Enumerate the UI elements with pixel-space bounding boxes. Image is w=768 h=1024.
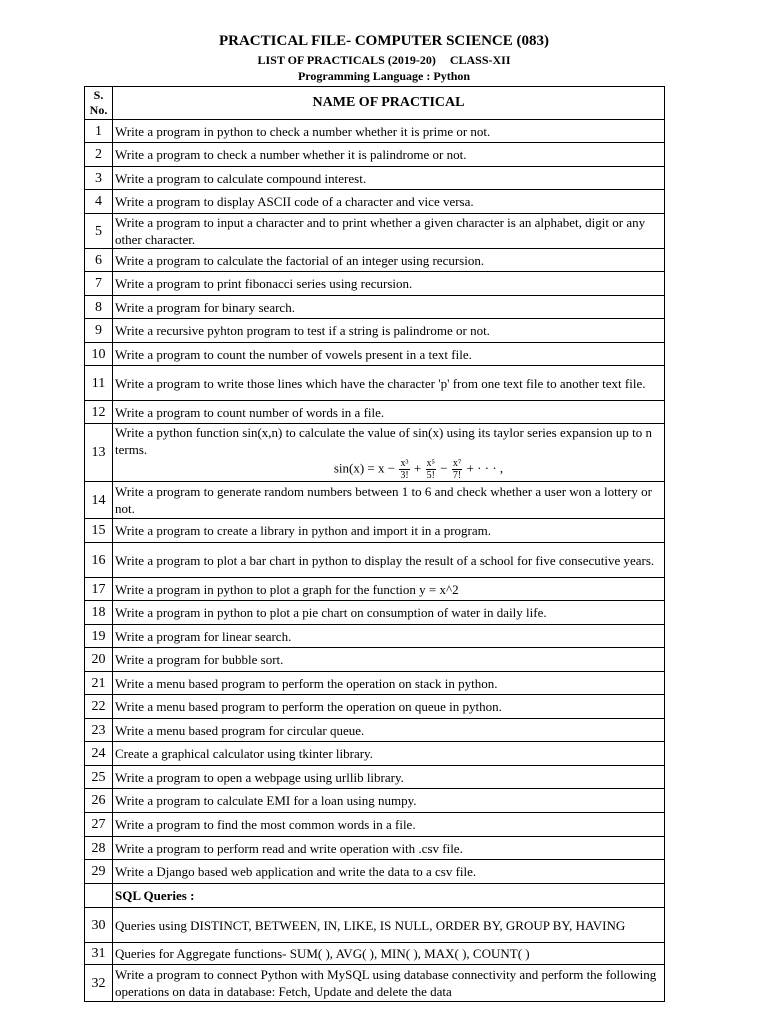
- row-practical-name: [113, 766, 665, 789]
- practical-text: Write a program for linear search.: [115, 628, 292, 644]
- row-serial-number: 18: [85, 601, 113, 625]
- row-practical-name: [113, 719, 665, 742]
- row-practical-name: [113, 424, 665, 482]
- class-label: CLASS-XII: [449, 53, 511, 67]
- practical-text: Write a program in python to plot a graph for the function y = x^2: [115, 581, 459, 597]
- table-row: [85, 884, 665, 908]
- column-header-sn-line2: No.: [89, 103, 108, 117]
- practical-text: Write a program to check a number whether it is palindrome or not.: [115, 147, 467, 162]
- formula-term-2-num: x⁵: [426, 458, 435, 469]
- row-serial-number: 29: [85, 860, 113, 884]
- row-serial-number: 22: [85, 695, 113, 719]
- row-practical-name: [113, 943, 665, 965]
- table-row: [85, 519, 665, 543]
- table-row: [85, 424, 665, 482]
- document-subtitle: [0, 53, 768, 68]
- table-row: [85, 789, 665, 813]
- formula-term-1-num: x³: [400, 458, 409, 469]
- practical-text: Write a program to calculate compound interest.: [115, 170, 367, 186]
- practical-text: Write a program in python to check a number whether it is prime or not.: [115, 123, 491, 139]
- table-row: [85, 543, 665, 578]
- formula-term-1: [399, 458, 409, 481]
- practical-text: Create a graphical calculator using tkinter library.: [115, 746, 373, 761]
- practical-text: Write a program for binary search.: [115, 299, 295, 315]
- row-serial-number: 23: [85, 719, 113, 742]
- row-serial-number: 12: [85, 401, 113, 424]
- practical-text: Write a program to connect Python with MySQL using database connectivity and perform the following operations on data in database: Fetch, Update and delete the data: [115, 967, 657, 999]
- table-row: [85, 965, 665, 1002]
- row-practical-name: [113, 401, 665, 424]
- practical-text: Write a program to calculate EMI for a loan using numpy.: [115, 793, 417, 808]
- formula-term-3-den: 7!: [452, 470, 462, 481]
- table-row: [85, 343, 665, 366]
- table-row: [85, 272, 665, 296]
- practical-text: Write a program to count the number of vowels present in a text file.: [115, 346, 472, 362]
- row-serial-number: 32: [85, 965, 113, 1002]
- formula-term-3-num: x⁷: [452, 458, 462, 469]
- table-row: [85, 296, 665, 319]
- row-serial-number: 8: [85, 296, 113, 319]
- row-practical-name: [113, 272, 665, 296]
- formula-term-2: [426, 458, 437, 481]
- row-practical-name: [113, 296, 665, 319]
- table-row: [85, 860, 665, 884]
- table-row: [85, 167, 665, 190]
- practical-text: Write a program to input a character and to print whether a given character is an alphabet, digit or any other character.: [115, 215, 646, 247]
- table-row: [85, 143, 665, 167]
- table-row: [85, 401, 665, 424]
- row-serial-number: 3: [85, 167, 113, 190]
- row-practical-name: [113, 214, 665, 249]
- practical-text: Write a Django based web application and write the data to a csv file.: [115, 864, 477, 879]
- table-row: [85, 695, 665, 719]
- row-serial-number: 6: [85, 249, 113, 272]
- column-header-sn-line1: S.: [93, 88, 104, 102]
- row-practical-name: [113, 742, 665, 766]
- row-serial-number: 31: [85, 943, 113, 965]
- row-practical-name: [113, 837, 665, 860]
- practical-text: Write a program to create a library in python and import it in a program.: [115, 523, 491, 538]
- table-row: [85, 672, 665, 695]
- row-serial-number: 5: [85, 214, 113, 249]
- taylor-series-formula: sin(x) = x − $\frac{\text{x³}}{3!}$ + $\frac{\text{x⁵}}{5!}$ − $\frac{\text{x⁷}}{7!}$ + · · · ,: [333, 458, 504, 481]
- document-title: PRACTICAL FILE- COMPUTER SCIENCE (083): [218, 33, 550, 49]
- row-practical-name: [113, 965, 665, 1002]
- row-serial-number: 27: [85, 813, 113, 837]
- row-serial-number: 7: [85, 272, 113, 296]
- practical-text: Write a program in python to plot a pie chart on consumption of water in daily life.: [115, 605, 547, 620]
- row-practical-name: [113, 120, 665, 143]
- row-practical-name: [113, 143, 665, 167]
- practicals-table: [84, 86, 665, 1002]
- row-serial-number: 28: [85, 837, 113, 860]
- practical-text: Queries for Aggregate functions- SUM( ), AVG( ), MIN( ), MAX( ), COUNT( ): [115, 946, 530, 961]
- practical-text: Write a program to count number of words in a file.: [115, 404, 385, 420]
- practical-text: Write a program to print fibonacci series using recursion.: [115, 276, 413, 291]
- formula-lhs: sin(x) = x −: [333, 460, 396, 476]
- table-row: [85, 190, 665, 214]
- language-label: Programming Language : Python: [297, 69, 471, 83]
- row-practical-name: [113, 625, 665, 648]
- table-row: [85, 601, 665, 625]
- table-row: [85, 648, 665, 672]
- table-row: [85, 249, 665, 272]
- table-row: [85, 120, 665, 143]
- practical-text: Queries using DISTINCT, BETWEEN, IN, LIKE, IS NULL, ORDER BY, GROUP BY, HAVING: [115, 917, 626, 933]
- practical-text: Write a menu based program to perform the operation on stack in python.: [115, 675, 498, 691]
- row-practical-name: [113, 813, 665, 837]
- table-row: [85, 908, 665, 943]
- row-serial-number: 20: [85, 648, 113, 672]
- row-serial-number: 17: [85, 578, 113, 601]
- row-serial-number: 21: [85, 672, 113, 695]
- table-row: [85, 319, 665, 343]
- row-practical-name: [113, 249, 665, 272]
- row-serial-number: 9: [85, 319, 113, 343]
- formula-tail: + · · · ,: [466, 460, 504, 476]
- row-serial-number: 30: [85, 908, 113, 943]
- practical-text: Write a program to find the most common words in a file.: [115, 817, 416, 832]
- row-practical-name: [113, 366, 665, 401]
- practical-text: Write a program to calculate the factorial of an integer using recursion.: [115, 252, 485, 268]
- row-serial-number: 24: [85, 742, 113, 766]
- practical-text: Write a program to perform read and write operation with .csv file.: [115, 840, 463, 856]
- row-practical-name: [113, 482, 665, 519]
- practical-text: Write a program to write those lines which have the character 'p' from one text file to another text file.: [115, 375, 646, 391]
- row-practical-name: [113, 695, 665, 719]
- practical-text: Write a python function sin(x,n) to calculate the value of sin(x) using its taylor series expansion up to n terms.: [115, 425, 653, 457]
- row-serial-number: [85, 884, 113, 908]
- row-serial-number: 13: [85, 424, 113, 482]
- table-row: [85, 214, 665, 249]
- row-serial-number: 15: [85, 519, 113, 543]
- practical-text: Write a program to display ASCII code of a character and vice versa.: [115, 194, 474, 209]
- row-serial-number: 16: [85, 543, 113, 578]
- table-row: [85, 766, 665, 789]
- practical-text: Write a program to plot a bar chart in python to display the result of a school for five consecutive years.: [115, 552, 655, 568]
- row-practical-name: [113, 648, 665, 672]
- table-row: [85, 943, 665, 965]
- row-serial-number: 25: [85, 766, 113, 789]
- table-row: [85, 837, 665, 860]
- practical-text: SQL Queries :: [115, 888, 195, 903]
- row-serial-number: 1: [85, 120, 113, 143]
- practical-text: Write a program to open a webpage using urllib library.: [115, 769, 404, 785]
- practical-text: Write a menu based program to perform the operation on queue in python.: [115, 699, 502, 714]
- table-row: [85, 366, 665, 401]
- column-header-sn: [85, 87, 113, 120]
- row-practical-name: [113, 190, 665, 214]
- table-row: [85, 578, 665, 601]
- row-serial-number: 10: [85, 343, 113, 366]
- formula-term-2-den: 5!: [426, 470, 435, 481]
- table-row: [85, 482, 665, 519]
- row-serial-number: 2: [85, 143, 113, 167]
- formula-term-3: [452, 458, 463, 481]
- practical-text: Write a menu based program for circular queue.: [115, 722, 365, 738]
- row-practical-name: [113, 908, 665, 943]
- table-row: [85, 625, 665, 648]
- row-serial-number: 19: [85, 625, 113, 648]
- row-practical-name: [113, 343, 665, 366]
- row-practical-name: [113, 578, 665, 601]
- row-practical-name: [113, 519, 665, 543]
- row-serial-number: 4: [85, 190, 113, 214]
- practical-text: Write a program to generate random numbers between 1 to 6 and check whether a user won a lottery or not.: [115, 484, 652, 516]
- column-header-name: NAME OF PRACTICAL: [113, 87, 665, 120]
- list-label: LIST OF PRACTICALS (2019-20): [257, 53, 436, 67]
- practical-text: Write a recursive pyhton program to test if a string is palindrome or not.: [115, 323, 490, 338]
- practical-text: Write a program for bubble sort.: [115, 652, 284, 667]
- row-practical-name: [113, 543, 665, 578]
- row-serial-number: 11: [85, 366, 113, 401]
- row-practical-name: [113, 672, 665, 695]
- row-practical-name: [113, 601, 665, 625]
- table-header-row: [85, 87, 665, 120]
- row-practical-name: [113, 319, 665, 343]
- row-serial-number: 14: [85, 482, 113, 519]
- row-practical-name: [113, 884, 665, 908]
- table-row: [85, 742, 665, 766]
- row-practical-name: [113, 789, 665, 813]
- table-row: [85, 813, 665, 837]
- row-serial-number: 26: [85, 789, 113, 813]
- row-practical-name: [113, 167, 665, 190]
- row-practical-name: [113, 860, 665, 884]
- table-row: [85, 719, 665, 742]
- formula-term-1-den: 3!: [400, 470, 409, 481]
